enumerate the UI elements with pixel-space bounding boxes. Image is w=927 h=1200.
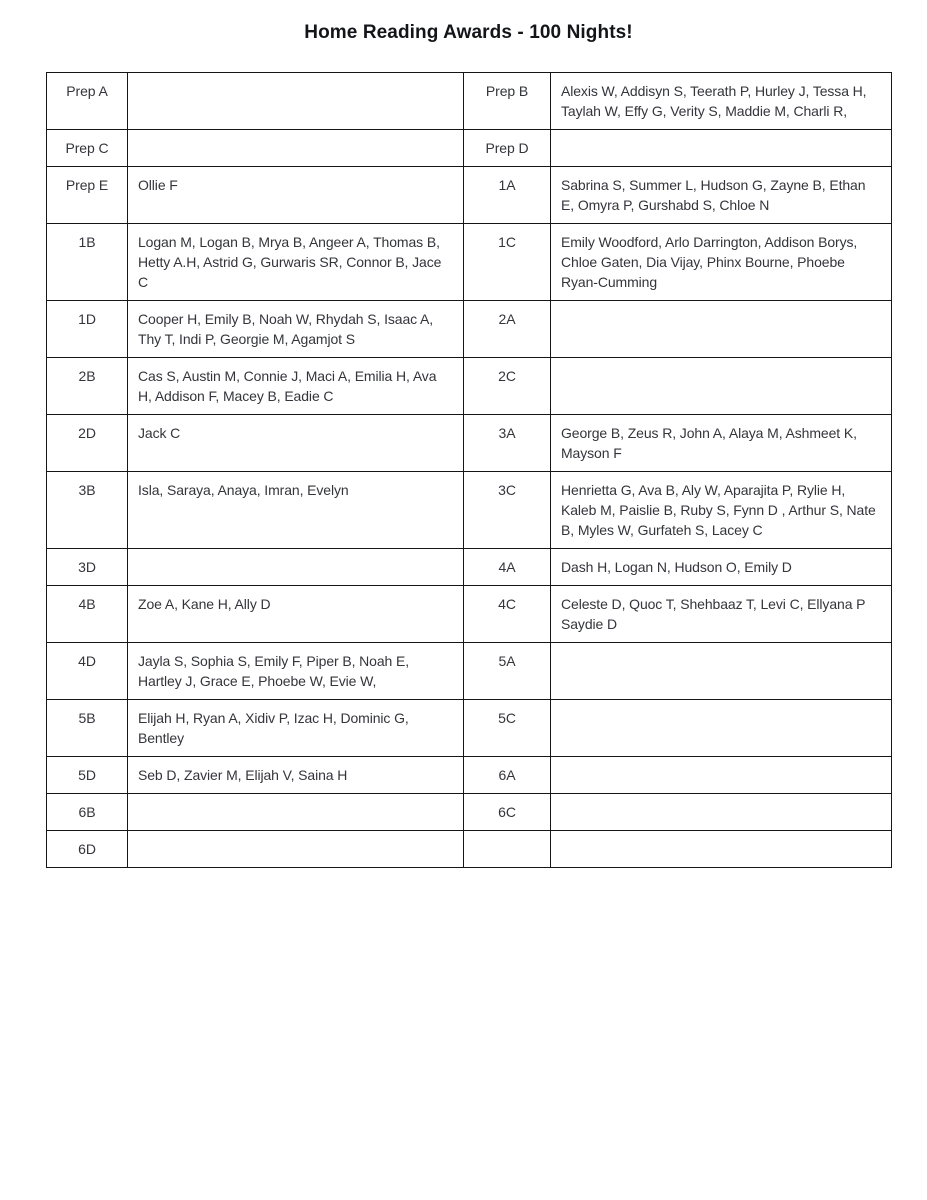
student-names-cell — [551, 794, 892, 831]
class-label-cell: 6C — [464, 794, 551, 831]
table-row — [47, 301, 892, 358]
student-names-cell: Cas S, Austin M, Connie J, Maci A, Emilia H, Ava H, Addison F, Macey B, Eadie C — [128, 358, 464, 415]
student-names-cell: Ollie F — [128, 167, 464, 224]
student-names-cell — [551, 757, 892, 794]
class-label-cell: 4A — [464, 549, 551, 586]
student-names-cell — [128, 73, 464, 130]
class-label-cell: 4B — [47, 586, 128, 643]
class-label-cell: 2C — [464, 358, 551, 415]
class-label-cell: Prep A — [47, 73, 128, 130]
table-row — [47, 224, 892, 301]
class-label-cell: 5A — [464, 643, 551, 700]
class-label-cell: Prep D — [464, 130, 551, 167]
student-names-cell: Henrietta G, Ava B, Aly W, Aparajita P, Rylie H, Kaleb M, Paislie B, Ruby S, Fynn D , Arthur S, Nate B, Myles W, Gurfateh S, Lacey C — [551, 472, 892, 549]
student-names-cell — [551, 301, 892, 358]
student-names-cell: Emily Woodford, Arlo Darrington, Addison Borys, Chloe Gaten, Dia Vijay, Phinx Bourne, Phoebe Ryan-Cumming — [551, 224, 892, 301]
table-row — [47, 130, 892, 167]
student-names-cell: Cooper H, Emily B, Noah W, Rhydah S, Isaac A, Thy T, Indi P, Georgie M, Agamjot S — [128, 301, 464, 358]
table-row — [47, 358, 892, 415]
class-label-cell: 6A — [464, 757, 551, 794]
student-names-cell — [128, 794, 464, 831]
student-names-cell — [551, 700, 892, 757]
table-row — [47, 831, 892, 868]
page-title: Home Reading Awards - 100 Nights! — [304, 22, 633, 43]
class-label-cell: Prep C — [47, 130, 128, 167]
class-label-cell: 3A — [464, 415, 551, 472]
table-row — [47, 167, 892, 224]
table-row — [47, 643, 892, 700]
student-names-cell: Logan M, Logan B, Mrya B, Angeer A, Thomas B, Hetty A.H, Astrid G, Gurwaris SR, Connor B, Jace C — [128, 224, 464, 301]
student-names-cell: Dash H, Logan N, Hudson O, Emily D — [551, 549, 892, 586]
table-row — [47, 549, 892, 586]
student-names-cell: Elijah H, Ryan A, Xidiv P, Izac H, Dominic G, Bentley — [128, 700, 464, 757]
class-label-cell: 1D — [47, 301, 128, 358]
class-label-cell: 5D — [47, 757, 128, 794]
student-names-cell: Isla, Saraya, Anaya, Imran, Evelyn — [128, 472, 464, 549]
table-row — [47, 794, 892, 831]
class-label-cell: 6D — [47, 831, 128, 868]
class-label-cell: 3D — [47, 549, 128, 586]
student-names-cell — [128, 831, 464, 868]
class-label-cell: Prep B — [464, 73, 551, 130]
table-row — [47, 73, 892, 130]
class-label-cell: 5C — [464, 700, 551, 757]
table-row — [47, 415, 892, 472]
student-names-cell — [128, 549, 464, 586]
class-label-cell: 3B — [47, 472, 128, 549]
table-row — [47, 586, 892, 643]
class-label-cell: 4D — [47, 643, 128, 700]
class-label-cell — [464, 831, 551, 868]
student-names-cell: George B, Zeus R, John A, Alaya M, Ashmeet K, Mayson F — [551, 415, 892, 472]
awards-table — [46, 72, 892, 868]
class-label-cell: Prep E — [47, 167, 128, 224]
class-label-cell: 3C — [464, 472, 551, 549]
class-label-cell: 4C — [464, 586, 551, 643]
student-names-cell: Celeste D, Quoc T, Shehbaaz T, Levi C, Ellyana P Saydie D — [551, 586, 892, 643]
student-names-cell — [551, 831, 892, 868]
class-label-cell: 6B — [47, 794, 128, 831]
document-content — [46, 0, 891, 868]
class-label-cell: 2A — [464, 301, 551, 358]
table-row — [47, 757, 892, 794]
student-names-cell: Seb D, Zavier M, Elijah V, Saina H — [128, 757, 464, 794]
student-names-cell: Zoe A, Kane H, Ally D — [128, 586, 464, 643]
student-names-cell: Alexis W, Addisyn S, Teerath P, Hurley J, Tessa H, Taylah W, Effy G, Verity S, Maddie M, Charli R, — [551, 73, 892, 130]
table-row — [47, 700, 892, 757]
student-names-cell: Jayla S, Sophia S, Emily F, Piper B, Noah E, Hartley J, Grace E, Phoebe W, Evie W, — [128, 643, 464, 700]
awards-table-body — [47, 73, 892, 868]
table-row — [47, 472, 892, 549]
class-label-cell: 1B — [47, 224, 128, 301]
student-names-cell — [551, 130, 892, 167]
student-names-cell: Sabrina S, Summer L, Hudson G, Zayne B, Ethan E, Omyra P, Gurshabd S, Chloe N — [551, 167, 892, 224]
student-names-cell: Jack C — [128, 415, 464, 472]
student-names-cell — [551, 358, 892, 415]
class-label-cell: 1A — [464, 167, 551, 224]
class-label-cell: 2B — [47, 358, 128, 415]
student-names-cell — [128, 130, 464, 167]
student-names-cell — [551, 643, 892, 700]
class-label-cell: 1C — [464, 224, 551, 301]
class-label-cell: 5B — [47, 700, 128, 757]
class-label-cell: 2D — [47, 415, 128, 472]
